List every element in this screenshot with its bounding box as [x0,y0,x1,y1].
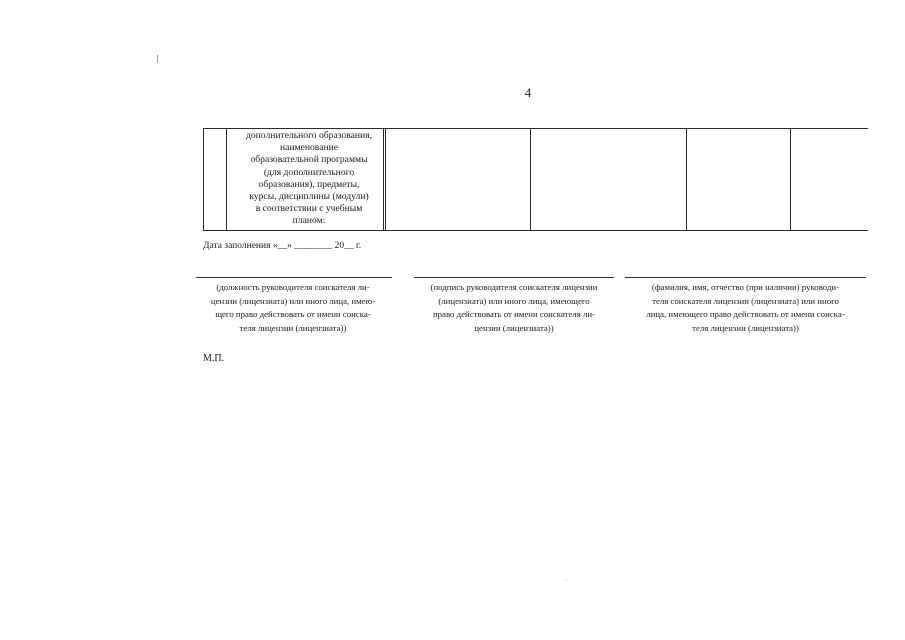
table-column-divider [530,129,531,230]
caption-full-name: (фамилия, имя, отчество (при наличии) руководи- теля соискателя лицензии (лицензиата) или иного лица, имеющего право действовать от имени соиска- теля лицензии (лицензиата)) [646,282,845,333]
signature-line-name [625,277,866,278]
signature-line-position [196,277,392,278]
table-fragment [203,128,868,231]
fill-date-line: Дата заполнения «__» ________ 20__ г. [203,241,362,251]
scan-speck [566,579,567,580]
table-column-divider [226,129,227,230]
page-number: 4 [524,85,532,100]
caption-signature: (подпись руководителя соискателя лицензии (лицензиата) или иного лица, имеющего право действовать от имени соискателя ли- цензии (лицензиата)) [430,282,598,333]
scan-mark [157,55,158,63]
table-column-divider [686,129,687,230]
table-column-divider [790,129,791,230]
table-cell-program-description: дополнительного образования, наименование образовательной программы (для дополнительного образования), предметы, курсы, дисциплины (модули) в соответствии с учебным планом: [246,130,372,227]
stamp-place-label: М.П. [203,353,225,364]
caption-position: (должность руководителя соискателя ли- цензии (лицензиата) или иного лица, имею- щего право действовать от имени соиска- теля лицензии (лицензиата)) [210,282,376,333]
signature-line-signature [414,277,614,278]
